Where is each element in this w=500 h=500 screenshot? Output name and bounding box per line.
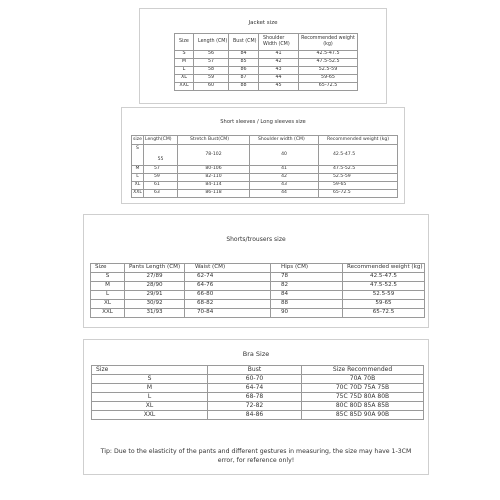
shoulder-cell: 44 <box>259 75 299 83</box>
table-row <box>92 384 424 393</box>
size-cell: XL <box>91 300 125 309</box>
header-recommended-weight: Recommended weight (kg) <box>299 34 358 51</box>
length-cell: 59 <box>194 75 229 83</box>
bust-cell: 64-74 <box>208 384 302 393</box>
table-row <box>175 67 358 75</box>
header-size: Size <box>175 34 194 51</box>
header-pants-length: Pants Length (CM) <box>125 264 185 273</box>
header-size: Size <box>91 264 125 273</box>
bra-size-panel <box>83 339 429 475</box>
weight-cell: 59-65 <box>343 300 425 309</box>
shorts-size-title: Shorts/trousers size <box>226 236 286 243</box>
length-cell: 60 <box>194 83 229 91</box>
measurement-tip: Tip: Due to the elasticity of the pants and different gestures in measuring, the size may have 1-3CM error, for reference only! <box>100 448 412 465</box>
bra-size-table <box>91 365 424 420</box>
weight-cell: 47.5-52.5 <box>319 166 398 174</box>
sleeves-size-panel <box>121 107 405 204</box>
shoulder-cell: 42 <box>259 59 299 67</box>
table-row <box>92 402 424 411</box>
size-cell: L <box>175 67 194 75</box>
jacket-size-title: Jacket size <box>248 20 278 26</box>
size-cell: XXL <box>132 190 144 198</box>
header-recommended-weight: Recommended weight (kg) <box>319 136 398 145</box>
bust-cell: 85 <box>229 59 259 67</box>
size-cell: M <box>91 282 125 291</box>
size-recommended-cell: 70C 70D 75A 75B <box>302 384 424 393</box>
length-cell: 63 <box>144 190 178 198</box>
sleeves-size-title: Short sleeves / Long sleeves size <box>220 119 306 125</box>
bust-cell: 84 <box>229 51 259 59</box>
size-recommended-cell: 75C 75D 80A 80B <box>302 393 424 402</box>
shoulder-cell: 42 <box>250 174 319 182</box>
table-row <box>92 375 424 384</box>
waist-cell: 70-84 <box>185 309 271 318</box>
table-row <box>91 309 425 318</box>
weight-cell: 47.5-52.5 <box>299 59 358 67</box>
length-cell: 57 <box>194 59 229 67</box>
table-row <box>92 393 424 402</box>
shoulder-cell: 44 <box>250 190 319 198</box>
hips-cell: 88 <box>271 300 343 309</box>
hips-cell: 78 <box>271 273 343 282</box>
header-size: size <box>132 136 144 145</box>
bust-cell: 87 <box>229 75 259 83</box>
bust-cell: 72-82 <box>208 402 302 411</box>
table-row <box>92 411 424 420</box>
table-row <box>91 300 425 309</box>
shoulder-cell: 43 <box>259 67 299 75</box>
table-row <box>175 75 358 83</box>
header-stretch-bust: Stretch Bust(CM) <box>178 136 250 145</box>
table-row <box>132 166 398 174</box>
header-length: Length(CM) <box>144 136 178 145</box>
weight-cell: 42.5-47.5 <box>299 51 358 59</box>
table-row <box>132 190 398 198</box>
size-cell: S <box>175 51 194 59</box>
weight-cell: 59-65 <box>319 182 398 190</box>
length-cell: 58 <box>194 67 229 75</box>
weight-cell: 52.5-59 <box>299 67 358 75</box>
header-hips: Hips (CM) <box>271 264 343 273</box>
bust-cell: 60-70 <box>208 375 302 384</box>
stretch-bust-cell: 84-114 <box>178 182 250 190</box>
bust-cell: 68-78 <box>208 393 302 402</box>
jacket-size-panel <box>139 8 387 104</box>
stretch-bust-cell: 82-110 <box>178 174 250 182</box>
shorts-size-table <box>90 263 425 318</box>
weight-cell: 42.5-47.5 <box>319 145 398 166</box>
size-cell: L <box>92 393 208 402</box>
hips-cell: 84 <box>271 291 343 300</box>
bust-cell: 88 <box>229 83 259 91</box>
table-row <box>175 83 358 91</box>
bust-cell: 86 <box>229 67 259 75</box>
size-cell: M <box>175 59 194 67</box>
sleeves-size-table <box>131 135 398 198</box>
size-cell: M <box>92 384 208 393</box>
weight-cell: 65-72.5 <box>299 83 358 91</box>
hips-cell: 82 <box>271 282 343 291</box>
waist-cell: 68-82 <box>185 300 271 309</box>
size-cell: M <box>132 166 144 174</box>
header-bust: Bust (CM) <box>229 34 259 51</box>
header-shoulder-width: Shoulder Width (CM) <box>259 34 299 51</box>
size-cell: L <box>91 291 125 300</box>
length-cell: 56 <box>194 51 229 59</box>
table-row <box>175 59 358 67</box>
header-bust: Bust <box>208 366 302 375</box>
pants-length-cell: 27/89 <box>125 273 185 282</box>
header-length: Length (CM) <box>194 34 229 51</box>
shorts-size-panel <box>83 214 429 328</box>
size-recommended-cell: 70A 70B <box>302 375 424 384</box>
shoulder-cell: 41 <box>250 166 319 174</box>
size-cell: XL <box>175 75 194 83</box>
shoulder-cell: 43 <box>250 182 319 190</box>
size-recommended-cell: 85C 85D 90A 90B <box>302 411 424 420</box>
header-shoulder-width: Shoulder width (CM) <box>250 136 319 145</box>
jacket-size-table <box>174 33 358 91</box>
length-cell: 57 <box>144 166 178 174</box>
header-waist: Waist (CM) <box>185 264 271 273</box>
size-cell: S <box>132 145 144 166</box>
length-cell: 55 <box>144 145 178 166</box>
size-cell: XL <box>92 402 208 411</box>
size-cell: XXL <box>175 83 194 91</box>
table-row <box>91 273 425 282</box>
size-cell: XXL <box>92 411 208 420</box>
size-cell: L <box>132 174 144 182</box>
length-cell: 59 <box>144 174 178 182</box>
shoulder-cell: 40 <box>250 145 319 166</box>
size-cell: XXL <box>91 309 125 318</box>
table-row <box>132 182 398 190</box>
weight-cell: 65-72.5 <box>319 190 398 198</box>
weight-cell: 52.5-59 <box>319 174 398 182</box>
size-cell: S <box>92 375 208 384</box>
header-size: Size <box>92 366 208 375</box>
length-cell: 61 <box>144 182 178 190</box>
pants-length-cell: 31/93 <box>125 309 185 318</box>
table-row <box>132 174 398 182</box>
weight-cell: 59-65 <box>299 75 358 83</box>
weight-cell: 65-72.5 <box>343 309 425 318</box>
header-size-recommended: Size Recommended <box>302 366 424 375</box>
pants-length-cell: 30/92 <box>125 300 185 309</box>
pants-length-cell: 28/90 <box>125 282 185 291</box>
table-row <box>91 291 425 300</box>
pants-length-cell: 29/91 <box>125 291 185 300</box>
waist-cell: 66-80 <box>185 291 271 300</box>
size-cell: XL <box>132 182 144 190</box>
stretch-bust-cell: 86-118 <box>178 190 250 198</box>
header-recommended-weight: Recommended weight (kg) <box>343 264 425 273</box>
waist-cell: 64-76 <box>185 282 271 291</box>
weight-cell: 42.5-47.5 <box>343 273 425 282</box>
hips-cell: 90 <box>271 309 343 318</box>
stretch-bust-cell: 80-106 <box>178 166 250 174</box>
table-row <box>175 51 358 59</box>
size-cell: S <box>91 273 125 282</box>
bust-cell: 84-86 <box>208 411 302 420</box>
table-row <box>132 145 398 166</box>
weight-cell: 52.5-59 <box>343 291 425 300</box>
shoulder-cell: 41 <box>259 51 299 59</box>
waist-cell: 62-74 <box>185 273 271 282</box>
bra-size-title: Bra Size <box>242 350 270 358</box>
table-row <box>91 282 425 291</box>
size-recommended-cell: 80C 80D 85A 85B <box>302 402 424 411</box>
weight-cell: 47.5-52.5 <box>343 282 425 291</box>
stretch-bust-cell: 78-102 <box>178 145 250 166</box>
shoulder-cell: 45 <box>259 83 299 91</box>
